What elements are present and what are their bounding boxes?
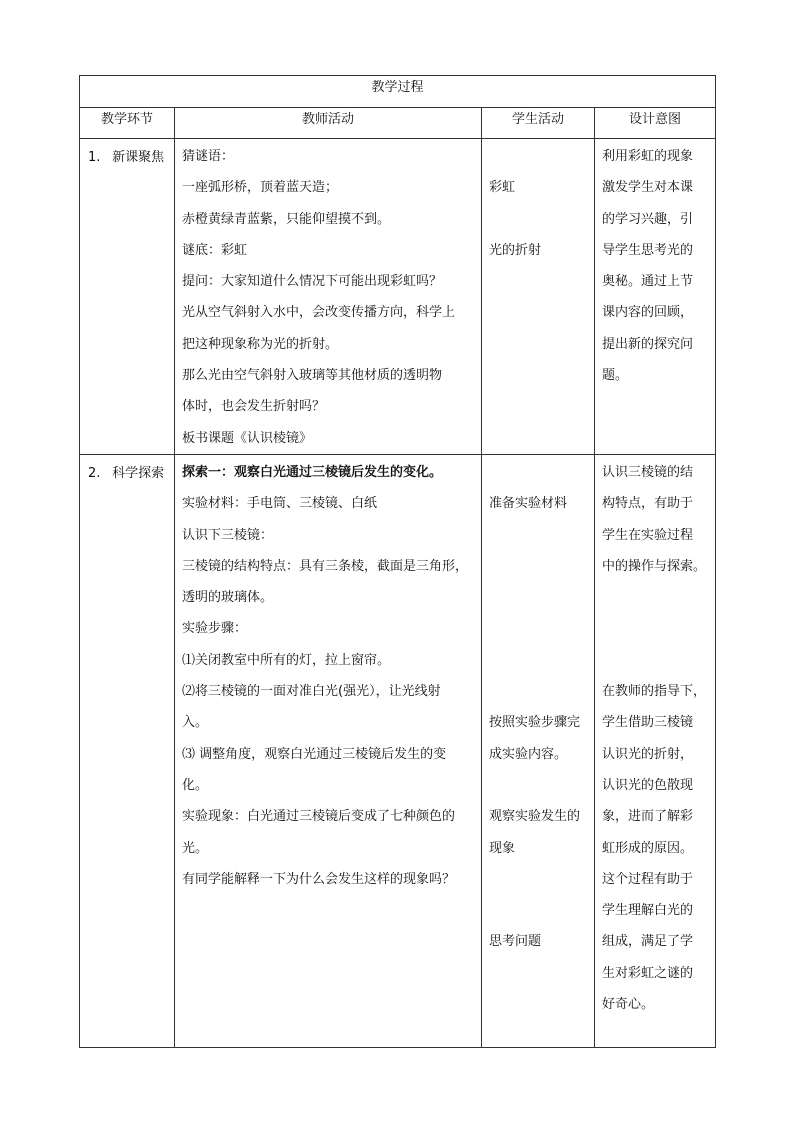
student-line: 准备实验材料 [489,496,568,512]
teacher-activity-cell [175,454,482,1047]
header-row [80,108,716,139]
teacher-line: 提问：大家知道什么情况下可能出现彩虹吗？ [182,274,443,290]
student-line: 成实验内容。 [489,746,568,762]
teaching-process-table [79,75,716,1048]
teacher-line: 光。 [182,840,209,856]
design-intent-cell [595,454,716,1047]
intent-line: 题。 [602,368,629,384]
intent-line: 学生理解白光的 [602,903,694,919]
teacher-line: 实验材料：手电筒、三棱镜、白纸 [182,496,378,512]
teacher-line: 猜谜语： [182,149,235,164]
teacher-line: 有同学能解释一下为什么会发生这样的现象吗？ [182,871,456,887]
student-line: 按照实验步骤完 [489,715,581,731]
stage-number: 1. [88,150,101,165]
student-line: 思考问题 [489,934,542,950]
teacher-line: 一座弧形桥，顶着蓝天造； [182,180,339,196]
design-intent-cell [595,139,716,455]
intent-line: 提出新的探究问 [602,336,694,352]
intent-line: 导学生思考光的 [602,242,694,258]
intent-line: 组成，满足了学 [602,934,694,950]
intent-line: 中的操作与探索。 [602,558,707,574]
header-stage: 教学环节 [80,108,175,139]
teacher-line: 三棱镜的结构特点：具有三条棱，截面是三角形， [182,558,469,574]
intent-line: 的学习兴趣，引 [602,211,694,227]
header-teacher-activity: 教师活动 [175,108,482,139]
teacher-line: 入。 [182,715,209,731]
intent-line: 生对彩虹之谜的 [602,965,694,981]
intent-line: 在教师的指导下， [602,684,707,700]
teacher-line: 化。 [182,777,209,793]
intent-line: 课内容的回顾， [602,305,694,321]
student-line: 观察实验发生的 [489,809,581,825]
intent-line: 这个过程有助于 [602,871,694,887]
teacher-line: 认识下三棱镜： [182,527,274,543]
intent-line: 认识光的色散现 [602,777,694,793]
teacher-line: 透明的玻璃体。 [182,590,274,606]
intent-line: 认识光的折射， [602,746,694,762]
teacher-line: 实验现象：白光通过三棱镜后变成了七种颜色的 [182,809,456,825]
intent-line: 学生借助三棱镜 [602,715,694,731]
teacher-line: 体时，也会发生折射吗？ [182,399,326,415]
table-title: 教学过程 [80,76,716,108]
student-activity-cell [482,454,595,1047]
stage-cell [80,139,175,455]
teacher-line: 赤橙黄绿青蓝紫，只能仰望摸不到。 [182,211,391,227]
student-activity-cell [482,139,595,455]
intent-line: 利用彩虹的现象 [602,149,694,164]
table-row [80,139,716,455]
teacher-line: 把这种现象称为光的折射。 [182,336,339,352]
intent-line: 奥秘。通过上节 [602,274,694,290]
header-student-activity: 学生活动 [482,108,595,139]
intent-line: 认识三棱镜的结 [602,464,694,480]
intent-line: 学生在实验过程 [602,527,694,543]
teacher-line: 探索一：观察白光通过三棱镜后发生的变化。 [182,464,443,480]
intent-line: 象，进而了解彩 [602,809,694,825]
stage-name: 科学探索 [112,465,165,481]
stage-cell [80,454,175,1047]
student-line: 现象 [489,840,516,856]
teacher-line: ⑵将三棱镜的一面对准白光(强光），让光线射 [182,684,441,700]
teacher-line: 光从空气斜射入水中，会改变传播方向，科学上 [182,305,456,321]
teacher-line: ⑶ 调整角度，观察白光通过三棱镜后发生的变 [182,746,447,762]
table-row [80,454,716,1047]
teacher-line: 谜底：彩虹 [182,242,248,258]
student-line: 光的折射 [489,242,542,258]
intent-line: 激发学生对本课 [602,180,694,196]
teacher-line: 板书课题《认识棱镜》 [182,430,313,446]
intent-line: 虹形成的原因。 [602,840,694,856]
stage-number: 2. [88,465,101,481]
intent-line: 好奇心。 [602,997,655,1013]
stage-name: 新课聚焦 [112,150,165,165]
intent-line: 构特点，有助于 [602,496,694,512]
teacher-line: ⑴关闭教室中所有的灯，拉上窗帘。 [182,652,391,668]
teacher-activity-cell [175,139,482,455]
header-design-intent: 设计意图 [595,108,716,139]
teacher-line: 那么光由空气斜射入玻璃等其他材质的透明物 [182,368,443,384]
teacher-line: 实验步骤： [182,621,248,637]
student-line: 彩虹 [489,180,516,196]
